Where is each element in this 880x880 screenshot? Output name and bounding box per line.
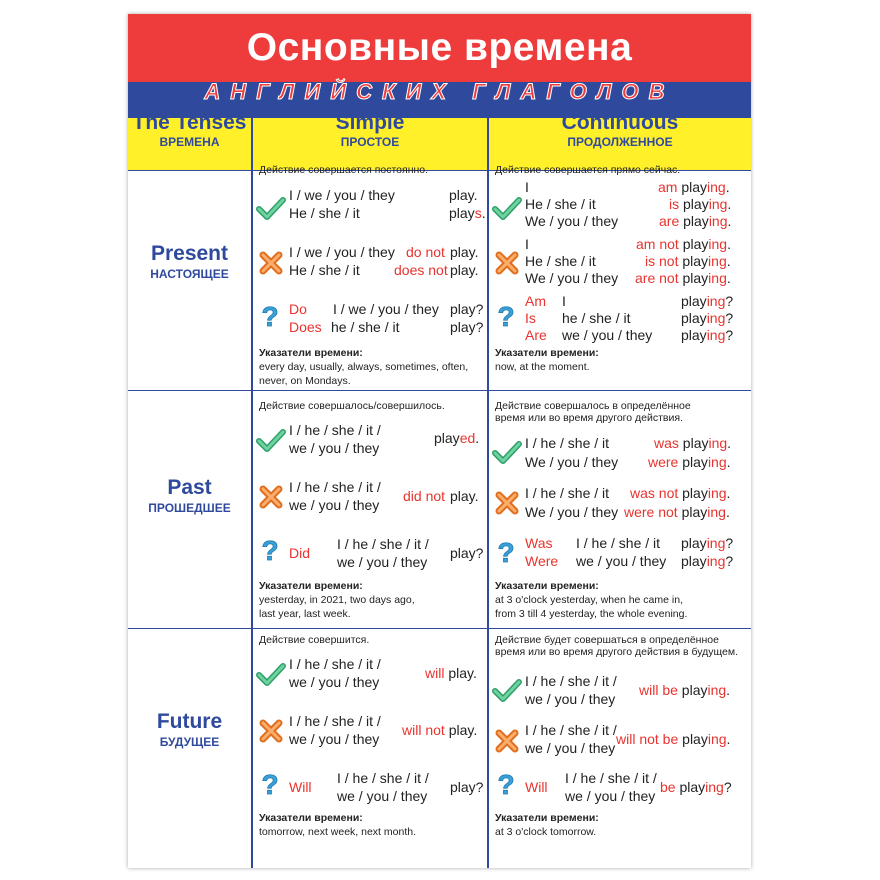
fc-indicators-label: Указатели времени: [495,812,599,824]
pas-indicators-label: Указатели времени: [259,580,363,592]
pc-q2-aux: Is [525,310,536,326]
fc-neg-dot: . [726,731,731,747]
question-icon [260,536,280,566]
row-header-future [128,710,251,750]
ps-indicators-2: never, on Mondays. [259,375,351,387]
pc-p3-verb: play [683,213,709,229]
pc-p2-ending: ing [708,196,728,212]
row-header-past-ru: ПРОШЕДШЕЕ [148,501,231,515]
grid-line-1 [251,104,253,868]
future-simple-desc: Действие совершится. [259,634,370,646]
col-header-continuous-en: Continuous [561,111,679,134]
fs-q-verb: play? [450,779,484,795]
pc-n2-aux: is not [645,253,679,269]
ps-neg2-verb: play. [450,262,479,278]
fc-q-aux2: be [660,779,676,795]
check-icon [256,428,286,454]
fc-neg-subject-2: we / you / they [525,740,616,756]
pc-n2-verb: play [682,253,709,269]
past-cont-desc-1: Действие совершалось в определённое [495,400,691,412]
poster-subtitle: АНГЛИЙСКИХ ГЛАГОЛОВ [204,79,675,104]
row-header-present-en: Present [150,242,229,265]
fc-q-mark: ? [723,779,732,795]
pc-p3-subject: We / you / they [525,213,619,229]
pc-p3-predicate [659,213,731,230]
pc-p1-ending: ing [707,179,726,195]
pc-n3-verb: play [682,270,709,286]
question-icon [496,302,516,332]
pc-n1-dot: . [727,236,731,252]
pac-p1-verb: play [682,435,709,451]
pac-p1-subject: I / he / she / it [525,435,610,451]
pac-q2-predicate [681,553,733,570]
col-header-continuous [489,112,751,150]
pac-n2-aux: were not [624,504,678,520]
col-header-simple [253,112,487,150]
pc-n3-ending: ing [708,270,727,286]
pac-n1-verb: play [682,485,708,501]
pac-p1-aux: was [654,435,679,451]
pac-n2-predicate [624,504,730,521]
ps-q2-subject: he / she / it [331,319,400,335]
fc-q-subject-2: we / you / they [565,788,656,804]
grid-line-2 [487,104,489,868]
pac-n2-ending: ing [707,504,726,520]
pac-p2-subject: We / you / they [525,454,619,470]
pc-p1-verb: play [681,179,708,195]
ps-pos2-dot: . [481,205,486,221]
fs-q-aux: Will [289,779,312,795]
pac-n2-dot: . [725,504,730,520]
cross-icon [258,250,284,276]
pc-n3-predicate [635,270,731,287]
col-header-tenses-en: The Tenses [132,111,247,134]
pac-n1-ending: ing [707,485,727,501]
pc-q2-predicate [681,310,733,327]
pac-n1-predicate [630,485,730,502]
pas-neg-verb: play. [450,488,479,504]
pc-q3-verb: play [681,327,707,343]
ps-neg2-subject: He / she / it [289,262,360,278]
fc-neg-predicate [616,731,730,748]
pas-indicators-2: last year, last week. [259,608,351,620]
pas-q-verb: play? [450,545,484,561]
pac-p2-aux: were [648,454,679,470]
pc-q2-subject: he / she / it [562,310,631,326]
pac-q2-verb: play [681,553,707,569]
fc-pos-verb: play [681,682,708,698]
col-header-tenses-ru: ВРЕМЕНА [159,135,220,149]
ps-q2-aux: Does [289,319,322,335]
pc-p1-predicate [658,179,730,196]
question-icon [496,770,516,800]
pas-pos-subject-2: we / you / they [289,440,380,456]
col-header-tenses [128,112,251,150]
pc-n2-predicate [645,253,731,270]
fs-neg-subject-1: I / he / she / it / [289,713,381,729]
fs-q-subject-1: I / he / she / it / [337,770,429,786]
ps-pos2-verb-stem: play [449,205,475,221]
ps-neg1-aux: do not [406,244,445,260]
ps-pos1-subject: I / we / you / they [289,187,395,203]
row-header-past-en: Past [167,476,212,499]
pc-n3-aux: are not [635,270,679,286]
fc-q-verb: play [679,779,706,795]
fc-pos-dot: . [726,682,731,698]
fs-neg-aux: will not [402,722,445,738]
pas-pos-verb: play [434,430,460,446]
pas-pos-dot: . [475,430,480,446]
ps-q1-verb: play? [450,301,484,317]
pas-pos-predicate [434,430,479,447]
pac-n2-subject: We / you / they [525,504,619,520]
fs-neg-predicate [402,722,477,739]
pac-q1-verb: play [681,535,707,551]
pas-pos-ending: ed [459,430,476,446]
pac-n1-aux: was not [630,485,679,501]
ps-pos2-subject: He / she / it [289,205,360,221]
check-icon [256,662,286,688]
fc-pos-subject-1: I / he / she / it / [525,673,617,689]
col-header-simple-ru: ПРОСТОЕ [340,135,400,149]
pc-indicators-label: Указатели времени: [495,347,599,359]
pac-q1-ending: ing [706,535,726,551]
pc-q3-ending: ing [706,327,726,343]
pac-indicators-1: at 3 o'clock yesterday, when he came in, [495,594,683,606]
fc-neg-ending: ing [707,731,727,747]
row-header-present [128,242,251,282]
present-simple-desc: Действие совершается постоянно. [259,164,429,176]
pac-q2-aux: Were [525,553,559,569]
fc-neg-subject-1: I / he / she / it / [525,722,617,738]
fc-q-predicate [660,779,732,796]
check-icon [256,196,286,222]
ps-neg2-aux: does not [394,262,448,278]
fs-indicators-1: tomorrow, next week, next month. [259,826,416,838]
question-icon [260,302,280,332]
past-cont-desc-2: время или во время другого действия. [495,412,683,424]
pac-p1-dot: . [727,435,732,451]
pc-q3-subject: we / you / they [562,327,653,343]
pac-q1-subject: I / he / she / it [576,535,661,551]
fc-neg-verb: play [682,731,708,747]
pc-q2-verb: play [681,310,707,326]
cross-icon [258,484,284,510]
pc-n1-ending: ing [708,236,728,252]
ps-indicators-label: Указатели времени: [259,347,363,359]
fs-pos-subject-2: we / you / they [289,674,380,690]
pc-q2-mark: ? [725,310,734,326]
fc-pos-aux: will be [639,682,678,698]
pac-p2-verb: play [682,454,708,470]
fs-neg-verb: play. [448,722,478,738]
pac-p2-predicate [648,454,731,471]
fs-pos-predicate [425,665,477,682]
cross-icon [494,490,520,516]
row-header-future-ru: БУДУЩЕЕ [159,735,220,749]
pc-p2-predicate [669,196,731,213]
pc-p3-aux: are [659,213,680,229]
pc-q1-ending: ing [706,293,726,309]
grid-hline-3 [128,628,751,629]
cross-icon [258,718,284,744]
pac-q2-subject: we / you / they [576,553,667,569]
row-header-present-ru: НАСТОЯЩЕЕ [150,267,229,281]
fc-q-subject-1: I / he / she / it / [565,770,657,786]
pas-pos-subject-1: I / he / she / it / [289,422,381,438]
pc-p3-ending: ing [708,213,728,229]
ps-pos1-verb: play. [449,187,478,203]
pac-q1-aux: Was [525,535,553,551]
pac-q2-mark: ? [725,553,734,569]
pc-p1-aux: am [658,179,678,195]
fc-pos-ending: ing [707,682,727,698]
check-icon [492,196,522,222]
pc-q1-aux: Am [525,293,546,309]
future-cont-desc-1: Действие будет совершаться в определённое [495,634,719,646]
future-cont-desc-2: время или во время другого действия в будущем. [495,646,739,658]
pc-p1-dot: . [725,179,730,195]
pc-n2-ending: ing [708,253,727,269]
pc-q3-aux: Are [525,327,547,343]
pas-neg-subject-2: we / you / they [289,497,380,513]
pc-n1-verb: play [682,236,709,252]
pas-neg-aux: did not [403,488,446,504]
ps-q1-aux: Do [289,301,307,317]
fs-q-subject-2: we / you / they [337,788,428,804]
pc-p1-subject: I [525,179,529,195]
pac-indicators-label: Указатели времени: [495,580,599,592]
ps-pos2-verb [449,205,486,222]
pc-n3-subject: We / you / they [525,270,619,286]
pac-q1-mark: ? [725,535,734,551]
pc-q1-subject: I [562,293,566,309]
pc-q2-ending: ing [706,310,726,326]
question-icon [260,770,280,800]
pas-neg-subject-1: I / he / she / it / [289,479,381,495]
pac-n1-subject: I / he / she / it [525,485,610,501]
pac-p2-dot: . [726,454,731,470]
pc-n2-subject: He / she / it [525,253,596,269]
grid-hline-2 [128,390,751,391]
poster-title: Основные времена [246,26,633,69]
question-icon [496,538,516,568]
pac-p2-ending: ing [707,454,727,470]
row-header-future-en: Future [156,710,223,733]
pc-n1-subject: I [525,236,529,252]
pc-p2-verb: play [683,196,709,212]
pc-q1-predicate [681,293,733,310]
ps-pos2-ending: s [474,205,482,221]
check-icon [492,440,522,466]
pas-q-aux: Did [289,545,311,561]
pac-q1-predicate [681,535,733,552]
pc-q1-verb: play [681,293,707,309]
ps-q1-subject: I / we / you / they [333,301,439,317]
pac-n2-verb: play [681,504,708,520]
pc-p2-dot: . [727,196,732,212]
fc-indicators-1: at 3 o'clock tomorrow. [495,826,597,838]
past-simple-desc: Действие совершалось/совершилось. [259,400,445,412]
pc-n2-dot: . [726,253,731,269]
ps-neg1-subject: I / we / you / they [289,244,395,260]
pac-q2-ending: ing [706,553,726,569]
fs-pos-verb: play. [448,665,477,681]
ps-indicators-1: every day, usually, always, sometimes, often, [259,361,469,373]
col-header-continuous-ru: ПРОДОЛЖЕННОЕ [567,135,673,149]
poster [128,14,751,868]
pac-p1-predicate [654,435,731,452]
fc-q-aux: Will [525,779,548,795]
pac-n1-dot: . [726,485,731,501]
cross-icon [494,728,520,754]
fc-pos-subject-2: we / you / they [525,691,616,707]
pac-indicators-2: from 3 till 4 yesterday, the whole evening. [495,608,688,620]
pc-q3-mark: ? [725,327,734,343]
pas-indicators-1: yesterday, in 2021, two days ago, [259,594,415,606]
fc-neg-aux: will not be [616,731,679,747]
pc-n1-aux: am not [636,236,679,252]
fs-pos-subject-1: I / he / she / it / [289,656,381,672]
pc-n1-predicate [636,236,731,253]
check-icon [492,678,522,704]
pc-indicators-1: now, at the moment. [495,361,590,373]
col-header-simple-en: Simple [335,111,405,134]
cross-icon [494,250,520,276]
fs-indicators-label: Указатели времени: [259,812,363,824]
fs-pos-aux: will [425,665,445,681]
pac-p1-ending: ing [708,435,728,451]
ps-neg1-verb: play. [450,244,479,260]
pc-q3-predicate [681,327,733,344]
pc-q1-mark: ? [725,293,734,309]
row-header-past [128,476,251,516]
fs-neg-subject-2: we / you / they [289,731,380,747]
fc-pos-predicate [639,682,730,699]
pc-p2-subject: He / she / it [525,196,596,212]
pas-q-subject-2: we / you / they [337,554,428,570]
pc-p3-dot: . [727,213,732,229]
fc-q-ending: ing [705,779,724,795]
pc-n3-dot: . [726,270,731,286]
present-cont-desc: Действие совершается прямо сейчас. [495,164,681,176]
pas-q-subject-1: I / he / she / it / [337,536,429,552]
pc-p2-aux: is [669,196,680,212]
ps-q2-verb: play? [450,319,484,335]
